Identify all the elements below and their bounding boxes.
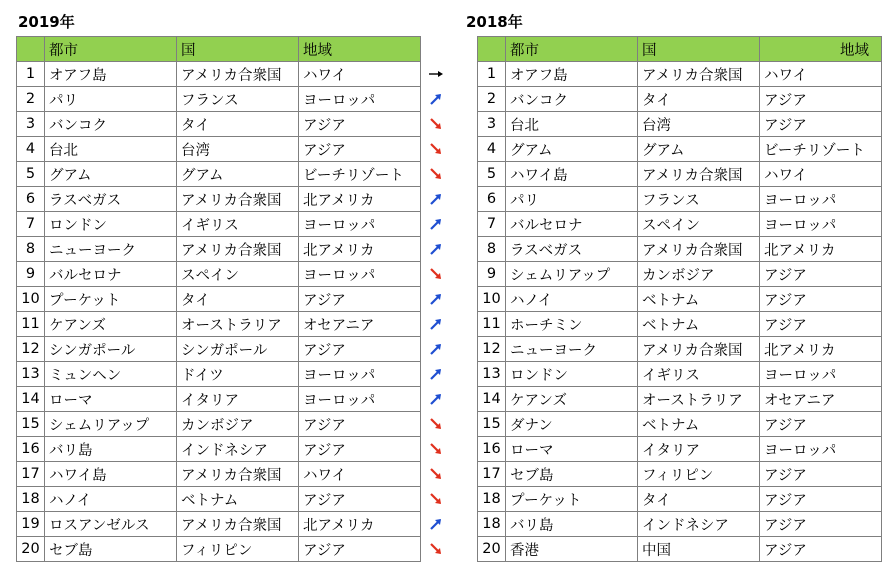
trend-arrow-cell: [421, 461, 451, 486]
city-cell: ロンドン: [45, 212, 177, 237]
rank-cell: 16: [17, 437, 45, 462]
city-cell: ラスベガス: [45, 187, 177, 212]
trend-arrow-cell: [421, 111, 451, 136]
arrow-up-right-icon: [428, 341, 444, 357]
trend-arrow-cell: [421, 511, 451, 536]
trend-arrow-cell: [421, 211, 451, 236]
country-cell: タイ: [638, 487, 760, 512]
country-header: 国: [638, 37, 760, 62]
country-cell: グアム: [638, 137, 760, 162]
arrow-up-right-icon: [428, 291, 444, 307]
rank-cell: 12: [17, 337, 45, 362]
arrow-down-right-icon: [428, 116, 444, 132]
trend-arrow-cell: [421, 411, 451, 436]
country-cell: アメリカ合衆国: [177, 187, 299, 212]
table-row: [17, 287, 421, 312]
region-cell: ヨーロッパ: [760, 362, 882, 387]
rank-cell: 15: [17, 412, 45, 437]
table-row: [17, 462, 421, 487]
country-cell: タイ: [177, 287, 299, 312]
country-cell: ベトナム: [638, 287, 760, 312]
country-cell: アメリカ合衆国: [638, 62, 760, 87]
city-cell: オアフ島: [506, 62, 638, 87]
rank-cell: 13: [478, 362, 506, 387]
rank-cell: 14: [17, 387, 45, 412]
country-cell: インドネシア: [177, 437, 299, 462]
region-cell: ヨーロッパ: [760, 187, 882, 212]
region-cell: アジア: [760, 112, 882, 137]
table-row: [478, 387, 882, 412]
country-cell: アメリカ合衆国: [638, 337, 760, 362]
country-cell: 台湾: [177, 137, 299, 162]
city-cell: バリ島: [506, 512, 638, 537]
region-cell: ヨーロッパ: [760, 212, 882, 237]
trend-arrow-cell: [421, 186, 451, 211]
rank-header: [17, 37, 45, 62]
rank-cell: 8: [17, 237, 45, 262]
arrow-down-right-icon: [428, 441, 444, 457]
trend-arrow-cell: [421, 436, 451, 461]
region-cell: ハワイ: [760, 162, 882, 187]
region-cell: ビーチリゾート: [299, 162, 421, 187]
region-cell: オセアニア: [760, 387, 882, 412]
region-cell: アジア: [299, 287, 421, 312]
arrow-down-right-icon: [428, 266, 444, 282]
rank-cell: 16: [478, 437, 506, 462]
city-header: 都市: [506, 37, 638, 62]
region-cell: アジア: [760, 262, 882, 287]
region-cell: アジア: [760, 312, 882, 337]
region-cell: 北アメリカ: [299, 237, 421, 262]
region-cell: オセアニア: [299, 312, 421, 337]
table-row: [17, 487, 421, 512]
city-cell: ハノイ: [45, 487, 177, 512]
table-row: [478, 137, 882, 162]
trend-arrow-cell: [421, 161, 451, 186]
table-row: [17, 437, 421, 462]
country-cell: アメリカ合衆国: [177, 512, 299, 537]
rank-cell: 4: [478, 137, 506, 162]
city-cell: バルセロナ: [506, 212, 638, 237]
country-header: 国: [177, 37, 299, 62]
city-cell: ニューヨーク: [45, 237, 177, 262]
city-cell: 香港: [506, 537, 638, 562]
rank-cell: 10: [17, 287, 45, 312]
rank-cell: 8: [478, 237, 506, 262]
city-cell: セブ島: [506, 462, 638, 487]
table-row: [17, 262, 421, 287]
region-cell: アジア: [760, 462, 882, 487]
arrow-up-right-icon: [428, 391, 444, 407]
country-cell: オーストラリア: [638, 387, 760, 412]
rank-cell: 2: [478, 87, 506, 112]
country-cell: カンボジア: [638, 262, 760, 287]
region-cell: アジア: [299, 487, 421, 512]
table-row: [17, 237, 421, 262]
rank-cell: 12: [478, 337, 506, 362]
city-cell: ハノイ: [506, 287, 638, 312]
rank-cell: 18: [17, 487, 45, 512]
rank-cell: 1: [478, 62, 506, 87]
city-cell: シンガポール: [45, 337, 177, 362]
rank-cell: 20: [17, 537, 45, 562]
table-row: [17, 387, 421, 412]
region-cell: アジア: [299, 112, 421, 137]
table-row: [478, 162, 882, 187]
rank-header: [478, 37, 506, 62]
region-cell: ヨーロッパ: [760, 437, 882, 462]
rank-cell: 3: [17, 112, 45, 137]
city-cell: プーケット: [506, 487, 638, 512]
table-row: [17, 87, 421, 112]
country-cell: オーストラリア: [177, 312, 299, 337]
table-row: [478, 337, 882, 362]
country-cell: ベトナム: [638, 312, 760, 337]
region-cell: ヨーロッパ: [299, 387, 421, 412]
rank-cell: 5: [478, 162, 506, 187]
country-cell: アメリカ合衆国: [177, 62, 299, 87]
region-cell: ハワイ: [299, 62, 421, 87]
trend-arrow-cell: [421, 311, 451, 336]
city-cell: パリ: [45, 87, 177, 112]
country-cell: フィリピン: [177, 537, 299, 562]
city-cell: ロスアンゼルス: [45, 512, 177, 537]
country-cell: アメリカ合衆国: [177, 237, 299, 262]
table-row: [478, 112, 882, 137]
region-cell: 北アメリカ: [299, 512, 421, 537]
city-cell: グアム: [45, 162, 177, 187]
trend-arrow-cell: [421, 286, 451, 311]
table-row: [17, 412, 421, 437]
country-cell: ベトナム: [638, 412, 760, 437]
region-cell: アジア: [299, 437, 421, 462]
city-cell: シェムリアップ: [45, 412, 177, 437]
table-row: [478, 187, 882, 212]
country-cell: イタリア: [177, 387, 299, 412]
city-cell: バンコク: [506, 87, 638, 112]
city-cell: オアフ島: [45, 62, 177, 87]
trend-arrow-cell: [421, 61, 451, 86]
rank-cell: 13: [17, 362, 45, 387]
arrow-down-right-icon: [428, 416, 444, 432]
trend-arrow-cell: [421, 361, 451, 386]
rank-cell: 18: [478, 487, 506, 512]
country-cell: 中国: [638, 537, 760, 562]
city-cell: バリ島: [45, 437, 177, 462]
country-cell: アメリカ合衆国: [177, 462, 299, 487]
arrow-down-right-icon: [428, 141, 444, 157]
arrow-up-right-icon: [428, 316, 444, 332]
city-cell: プーケット: [45, 287, 177, 312]
trend-arrow-cell: [421, 336, 451, 361]
rank-cell: 5: [17, 162, 45, 187]
region-header: 地域: [760, 37, 882, 62]
region-cell: アジア: [299, 337, 421, 362]
rank-cell: 17: [478, 462, 506, 487]
city-cell: ラスベガス: [506, 237, 638, 262]
table-row: [17, 212, 421, 237]
city-cell: ホーチミン: [506, 312, 638, 337]
rank-cell: 14: [478, 387, 506, 412]
country-cell: フランス: [177, 87, 299, 112]
table-row: [478, 512, 882, 537]
city-cell: ケアンズ: [45, 312, 177, 337]
rank-cell: 20: [478, 537, 506, 562]
country-cell: シンガポール: [177, 337, 299, 362]
arrow-up-right-icon: [428, 516, 444, 532]
city-cell: ダナン: [506, 412, 638, 437]
region-cell: 北アメリカ: [299, 187, 421, 212]
country-cell: イギリス: [177, 212, 299, 237]
city-cell: ローマ: [45, 387, 177, 412]
table-row: [478, 312, 882, 337]
ranking-2018-table: [477, 36, 882, 562]
table-row: [478, 462, 882, 487]
table-row: [17, 187, 421, 212]
country-cell: インドネシア: [638, 512, 760, 537]
rank-cell: 9: [478, 262, 506, 287]
arrow-up-right-icon: [428, 241, 444, 257]
city-cell: ケアンズ: [506, 387, 638, 412]
country-cell: アメリカ合衆国: [638, 162, 760, 187]
rank-cell: 11: [478, 312, 506, 337]
region-cell: アジア: [760, 87, 882, 112]
rank-cell: 7: [17, 212, 45, 237]
table-row: [17, 312, 421, 337]
region-cell: 北アメリカ: [760, 237, 882, 262]
region-cell: アジア: [760, 512, 882, 537]
country-cell: アメリカ合衆国: [638, 237, 760, 262]
country-cell: スペイン: [638, 212, 760, 237]
city-cell: グアム: [506, 137, 638, 162]
region-cell: アジア: [760, 487, 882, 512]
country-cell: グアム: [177, 162, 299, 187]
table-row: [478, 287, 882, 312]
trend-arrow-cell: [421, 386, 451, 411]
table-row: [17, 537, 421, 562]
rank-cell: 7: [478, 212, 506, 237]
trend-arrow-cell: [421, 236, 451, 261]
table-row: [17, 162, 421, 187]
region-cell: 北アメリカ: [760, 337, 882, 362]
country-cell: ドイツ: [177, 362, 299, 387]
ranking-2019-title: 2019年: [18, 13, 75, 31]
country-cell: 台湾: [638, 112, 760, 137]
table-row: [17, 512, 421, 537]
city-cell: ニューヨーク: [506, 337, 638, 362]
country-cell: タイ: [177, 112, 299, 137]
rank-cell: 6: [17, 187, 45, 212]
country-cell: フランス: [638, 187, 760, 212]
region-cell: アジア: [299, 537, 421, 562]
ranking-2018-title: 2018年: [466, 13, 523, 31]
table-row: [478, 487, 882, 512]
arrow-down-right-icon: [428, 541, 444, 557]
rank-cell: 1: [17, 62, 45, 87]
rank-cell: 3: [478, 112, 506, 137]
trend-arrow-cell: [421, 86, 451, 111]
arrow-up-right-icon: [428, 366, 444, 382]
arrow-up-right-icon: [428, 191, 444, 207]
city-cell: バルセロナ: [45, 262, 177, 287]
country-cell: タイ: [638, 87, 760, 112]
table-row: [17, 137, 421, 162]
city-cell: 台北: [45, 137, 177, 162]
city-cell: ローマ: [506, 437, 638, 462]
city-cell: バンコク: [45, 112, 177, 137]
table-row: [478, 412, 882, 437]
country-cell: カンボジア: [177, 412, 299, 437]
city-cell: セブ島: [45, 537, 177, 562]
country-cell: ベトナム: [177, 487, 299, 512]
table-row: [17, 112, 421, 137]
trend-arrows-column: [421, 36, 451, 561]
rank-cell: 2: [17, 87, 45, 112]
city-cell: ミュンヘン: [45, 362, 177, 387]
arrow-down-right-icon: [428, 466, 444, 482]
region-cell: ハワイ: [299, 462, 421, 487]
rank-cell: 4: [17, 137, 45, 162]
table-row: [478, 262, 882, 287]
table-row: [478, 62, 882, 87]
header-row: [17, 37, 421, 62]
region-header: 地域: [299, 37, 421, 62]
rank-cell: 9: [17, 262, 45, 287]
table-row: [478, 362, 882, 387]
rank-cell: 18: [478, 512, 506, 537]
trend-arrow-cell: [421, 486, 451, 511]
region-cell: アジア: [299, 137, 421, 162]
rank-cell: 19: [17, 512, 45, 537]
region-cell: ハワイ: [760, 62, 882, 87]
rank-cell: 6: [478, 187, 506, 212]
arrow-down-right-icon: [428, 491, 444, 507]
table-row: [478, 537, 882, 562]
header-row: [478, 37, 882, 62]
region-cell: ビーチリゾート: [760, 137, 882, 162]
region-cell: アジア: [760, 537, 882, 562]
region-cell: アジア: [760, 412, 882, 437]
region-cell: ヨーロッパ: [299, 212, 421, 237]
region-cell: ヨーロッパ: [299, 362, 421, 387]
city-cell: ハワイ島: [506, 162, 638, 187]
table-row: [478, 237, 882, 262]
city-cell: ハワイ島: [45, 462, 177, 487]
region-cell: アジア: [299, 412, 421, 437]
table-row: [17, 337, 421, 362]
arrow-down-right-icon: [428, 166, 444, 182]
trend-arrow-cell: [421, 136, 451, 161]
region-cell: ヨーロッパ: [299, 87, 421, 112]
table-row: [478, 87, 882, 112]
trend-arrow-cell: [421, 261, 451, 286]
table-row: [17, 362, 421, 387]
city-cell: パリ: [506, 187, 638, 212]
table-row: [17, 62, 421, 87]
city-cell: シェムリアップ: [506, 262, 638, 287]
table-row: [478, 437, 882, 462]
city-header: 都市: [45, 37, 177, 62]
rank-cell: 10: [478, 287, 506, 312]
arrow-up-right-icon: [428, 91, 444, 107]
city-cell: ロンドン: [506, 362, 638, 387]
country-cell: スペイン: [177, 262, 299, 287]
country-cell: イギリス: [638, 362, 760, 387]
rank-cell: 15: [478, 412, 506, 437]
table-row: [478, 212, 882, 237]
country-cell: フィリピン: [638, 462, 760, 487]
region-cell: アジア: [760, 287, 882, 312]
trend-arrow-cell: [421, 536, 451, 561]
arrow-right-icon: [428, 66, 444, 82]
arrow-up-right-icon: [428, 216, 444, 232]
rank-cell: 11: [17, 312, 45, 337]
country-cell: イタリア: [638, 437, 760, 462]
rank-cell: 17: [17, 462, 45, 487]
city-cell: 台北: [506, 112, 638, 137]
region-cell: ヨーロッパ: [299, 262, 421, 287]
ranking-2019-table: [16, 36, 421, 562]
